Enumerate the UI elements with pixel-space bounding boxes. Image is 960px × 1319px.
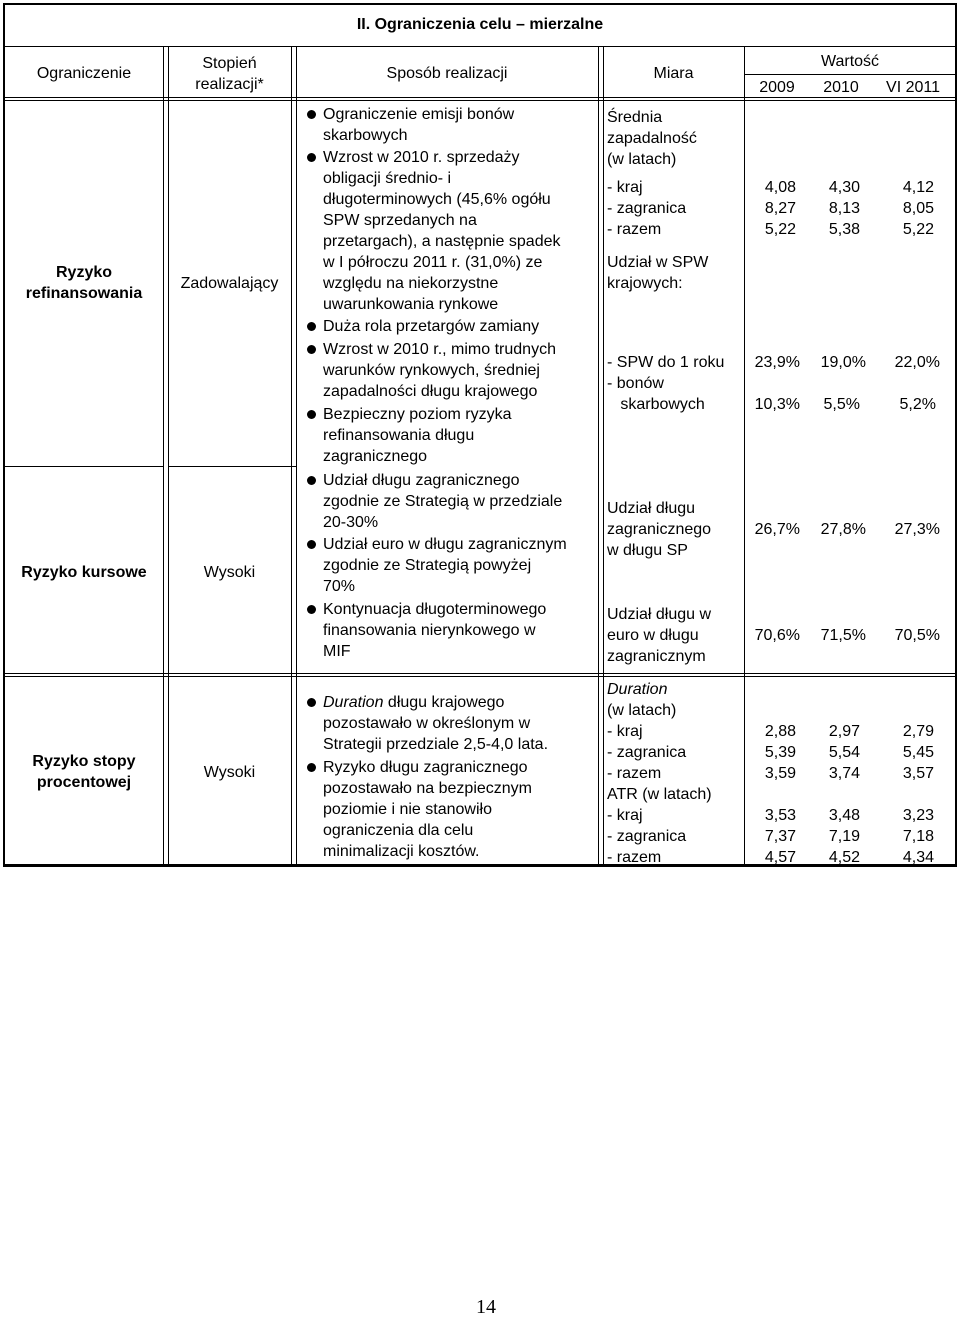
row-label-procentowej-1: Ryzyko stopy — [32, 753, 136, 770]
value-cell: 3,23 — [902, 807, 934, 824]
row-label-kursowe: Ryzyko kursowe — [21, 564, 147, 581]
sposob-text: skarbowych — [323, 127, 408, 144]
sposob-text: Bezpieczny poziom ryzyka — [323, 406, 512, 423]
value-cell: 4,52 — [828, 849, 860, 866]
miara-text: skarbowych — [607, 396, 705, 413]
value-cell: 71,5% — [820, 627, 866, 644]
sposob-text: obligacji średnio- i — [323, 170, 452, 187]
bullet-icon — [307, 153, 316, 162]
page-number: 14 — [476, 1296, 496, 1318]
header-realizacji: realizacji* — [195, 76, 264, 93]
miara-text: - razem — [607, 849, 662, 866]
miara-text: - SPW do 1 roku — [607, 354, 725, 371]
sposob-text — [323, 692, 504, 713]
miara-text: - bonów — [607, 375, 664, 392]
value-cell: 8,13 — [828, 200, 860, 217]
header-stopien: Stopień — [202, 55, 257, 72]
value-cell: 2,97 — [828, 723, 860, 740]
row-label-procentowej-2: procentowej — [36, 774, 132, 791]
bullet-icon — [307, 540, 316, 549]
duration-italic: Duration — [323, 694, 384, 711]
sposob-text: Wzrost w 2010 r., mimo trudnych — [323, 341, 556, 358]
header-ograniczenie: Ograniczenie — [36, 65, 132, 82]
header-year-2010: 2010 — [823, 79, 859, 96]
sposob-text: Wzrost w 2010 r. sprzedaży — [323, 149, 520, 166]
stopien-refinansowania: Zadowalający — [180, 275, 279, 292]
miara-text: - kraj — [607, 807, 643, 824]
value-cell: 4,12 — [902, 179, 934, 196]
header-year-vi2011: VI 2011 — [886, 79, 940, 96]
miara-text: Duration — [607, 681, 668, 698]
miara-text: zagranicznym — [607, 648, 706, 665]
sposob-text: względu na niekorzystne — [323, 275, 499, 292]
table-title: II. Ograniczenia celu – mierzalne — [356, 16, 604, 33]
sposob-text: ograniczenia dla celu — [323, 822, 474, 839]
bullet-icon — [307, 605, 316, 614]
sposob-text: Ryzyko długu zagranicznego — [323, 759, 528, 776]
sposob-text: uwarunkowania rynkowe — [323, 296, 499, 313]
sposob-text: długoterminowych (45,6% ogółu — [323, 191, 551, 208]
value-cell: 5,38 — [828, 221, 860, 238]
stopien-procentowe: Wysoki — [203, 764, 256, 781]
value-cell: 7,18 — [902, 828, 934, 845]
sposob-text: 20-30% — [323, 514, 379, 531]
miara-text: - zagranica — [607, 200, 687, 217]
bullet-icon — [307, 410, 316, 419]
miara-text: zapadalność — [607, 130, 697, 147]
sposob-text: finansowania nierynkowego w — [323, 622, 536, 639]
sposob-text: Udział euro w długu zagranicznym — [323, 536, 567, 553]
value-cell: 23,9% — [754, 354, 800, 371]
miara-text: - zagranica — [607, 828, 687, 845]
header-miara: Miara — [653, 65, 694, 82]
value-cell: 5,54 — [828, 744, 860, 761]
sposob-text: przetargach), a następnie spadek — [323, 233, 561, 250]
value-cell: 26,7% — [754, 521, 800, 538]
value-cell: 22,0% — [894, 354, 940, 371]
value-cell: 3,48 — [828, 807, 860, 824]
value-cell: 27,3% — [894, 521, 940, 538]
miara-text: (w latach) — [607, 151, 677, 168]
value-cell: 5,5% — [823, 396, 860, 413]
value-cell: 5,22 — [902, 221, 934, 238]
value-cell: 4,08 — [764, 179, 796, 196]
value-cell: 8,05 — [902, 200, 934, 217]
value-cell: 10,3% — [754, 396, 800, 413]
miara-text: - razem — [607, 765, 662, 782]
bullet-icon — [307, 698, 316, 707]
header-wartosc: Wartość — [820, 53, 880, 70]
miara-text: Udział w SPW — [607, 254, 709, 271]
sposob-text: refinansowania długu — [323, 427, 475, 444]
value-cell: 2,88 — [764, 723, 796, 740]
value-cell: 4,30 — [828, 179, 860, 196]
value-cell: 27,8% — [820, 521, 866, 538]
row-label-refinansowania-2: refinansowania — [25, 285, 143, 302]
value-cell: 70,5% — [894, 627, 940, 644]
header-sposob: Sposób realizacji — [386, 65, 508, 82]
value-cell: 7,19 — [828, 828, 860, 845]
value-cell: 19,0% — [820, 354, 866, 371]
bullet-icon — [307, 322, 316, 331]
miara-text: zagranicznego — [607, 521, 712, 538]
sposob-text: długu krajowego — [383, 694, 505, 711]
sposob-text: Kontynuacja długoterminowego — [323, 601, 547, 618]
miara-text: krajowych: — [607, 275, 683, 292]
header-year-2009: 2009 — [759, 79, 795, 96]
value-cell: 2,79 — [902, 723, 934, 740]
sposob-text: Udział długu zagranicznego — [323, 472, 520, 489]
sposob-text: MIF — [323, 643, 351, 660]
miara-text: - razem — [607, 221, 662, 238]
miara-text: - kraj — [607, 179, 643, 196]
sposob-text: zgodnie ze Strategią w przedziale — [323, 493, 563, 510]
sposob-text: Strategii przedziale 2,5-4,0 lata. — [323, 736, 549, 753]
value-cell: 3,57 — [902, 765, 934, 782]
sposob-text: Ograniczenie emisji bonów — [323, 106, 515, 123]
sposob-text: w I półroczu 2011 r. (31,0%) ze — [323, 254, 543, 271]
miara-text: Średnia — [607, 109, 663, 126]
sposob-text: zapadalności długu krajowego — [323, 383, 538, 400]
value-cell: 8,27 — [764, 200, 796, 217]
miara-text: (w latach) — [607, 702, 677, 719]
value-cell: 4,34 — [902, 849, 934, 866]
sposob-text: SPW sprzedanych na — [323, 212, 477, 229]
value-cell: 7,37 — [764, 828, 796, 845]
sposob-text: warunków rynkowych, średniej — [323, 362, 540, 379]
miara-text: Udział długu — [607, 500, 696, 517]
row-label-refinansowania-1: Ryzyko — [55, 264, 113, 281]
value-cell: 5,2% — [899, 396, 936, 413]
miara-text: - zagranica — [607, 744, 687, 761]
bullet-icon — [307, 476, 316, 485]
value-cell: 5,45 — [902, 744, 934, 761]
sposob-text: minimalizacji kosztów. — [323, 843, 480, 860]
stopien-kursowe: Wysoki — [203, 564, 256, 581]
value-cell: 3,59 — [764, 765, 796, 782]
sposob-text: 70% — [323, 578, 356, 595]
miara-text: - kraj — [607, 723, 643, 740]
value-cell: 3,74 — [828, 765, 860, 782]
miara-text: euro w długu — [607, 627, 699, 644]
sposob-text: pozostawało w określonym w — [323, 715, 531, 732]
value-cell: 5,39 — [764, 744, 796, 761]
bullet-icon — [307, 345, 316, 354]
value-cell: 3,53 — [764, 807, 796, 824]
value-cell: 5,22 — [764, 221, 796, 238]
bullet-icon — [307, 763, 316, 772]
value-cell: 4,57 — [764, 849, 796, 866]
sposob-text: zagranicznego — [323, 448, 428, 465]
bullet-icon — [307, 110, 316, 119]
sposob-text: poziomie i nie stanowiło — [323, 801, 492, 818]
miara-text: w długu SP — [607, 542, 688, 559]
sposob-text: pozostawało na bezpiecznym — [323, 780, 533, 797]
miara-text: ATR (w latach) — [607, 786, 712, 803]
sposob-text: zgodnie ze Strategią powyżej — [323, 557, 532, 574]
value-cell: 70,6% — [754, 627, 800, 644]
sposob-text: Duża rola przetargów zamiany — [323, 318, 540, 335]
miara-text: Udział długu w — [607, 606, 712, 623]
